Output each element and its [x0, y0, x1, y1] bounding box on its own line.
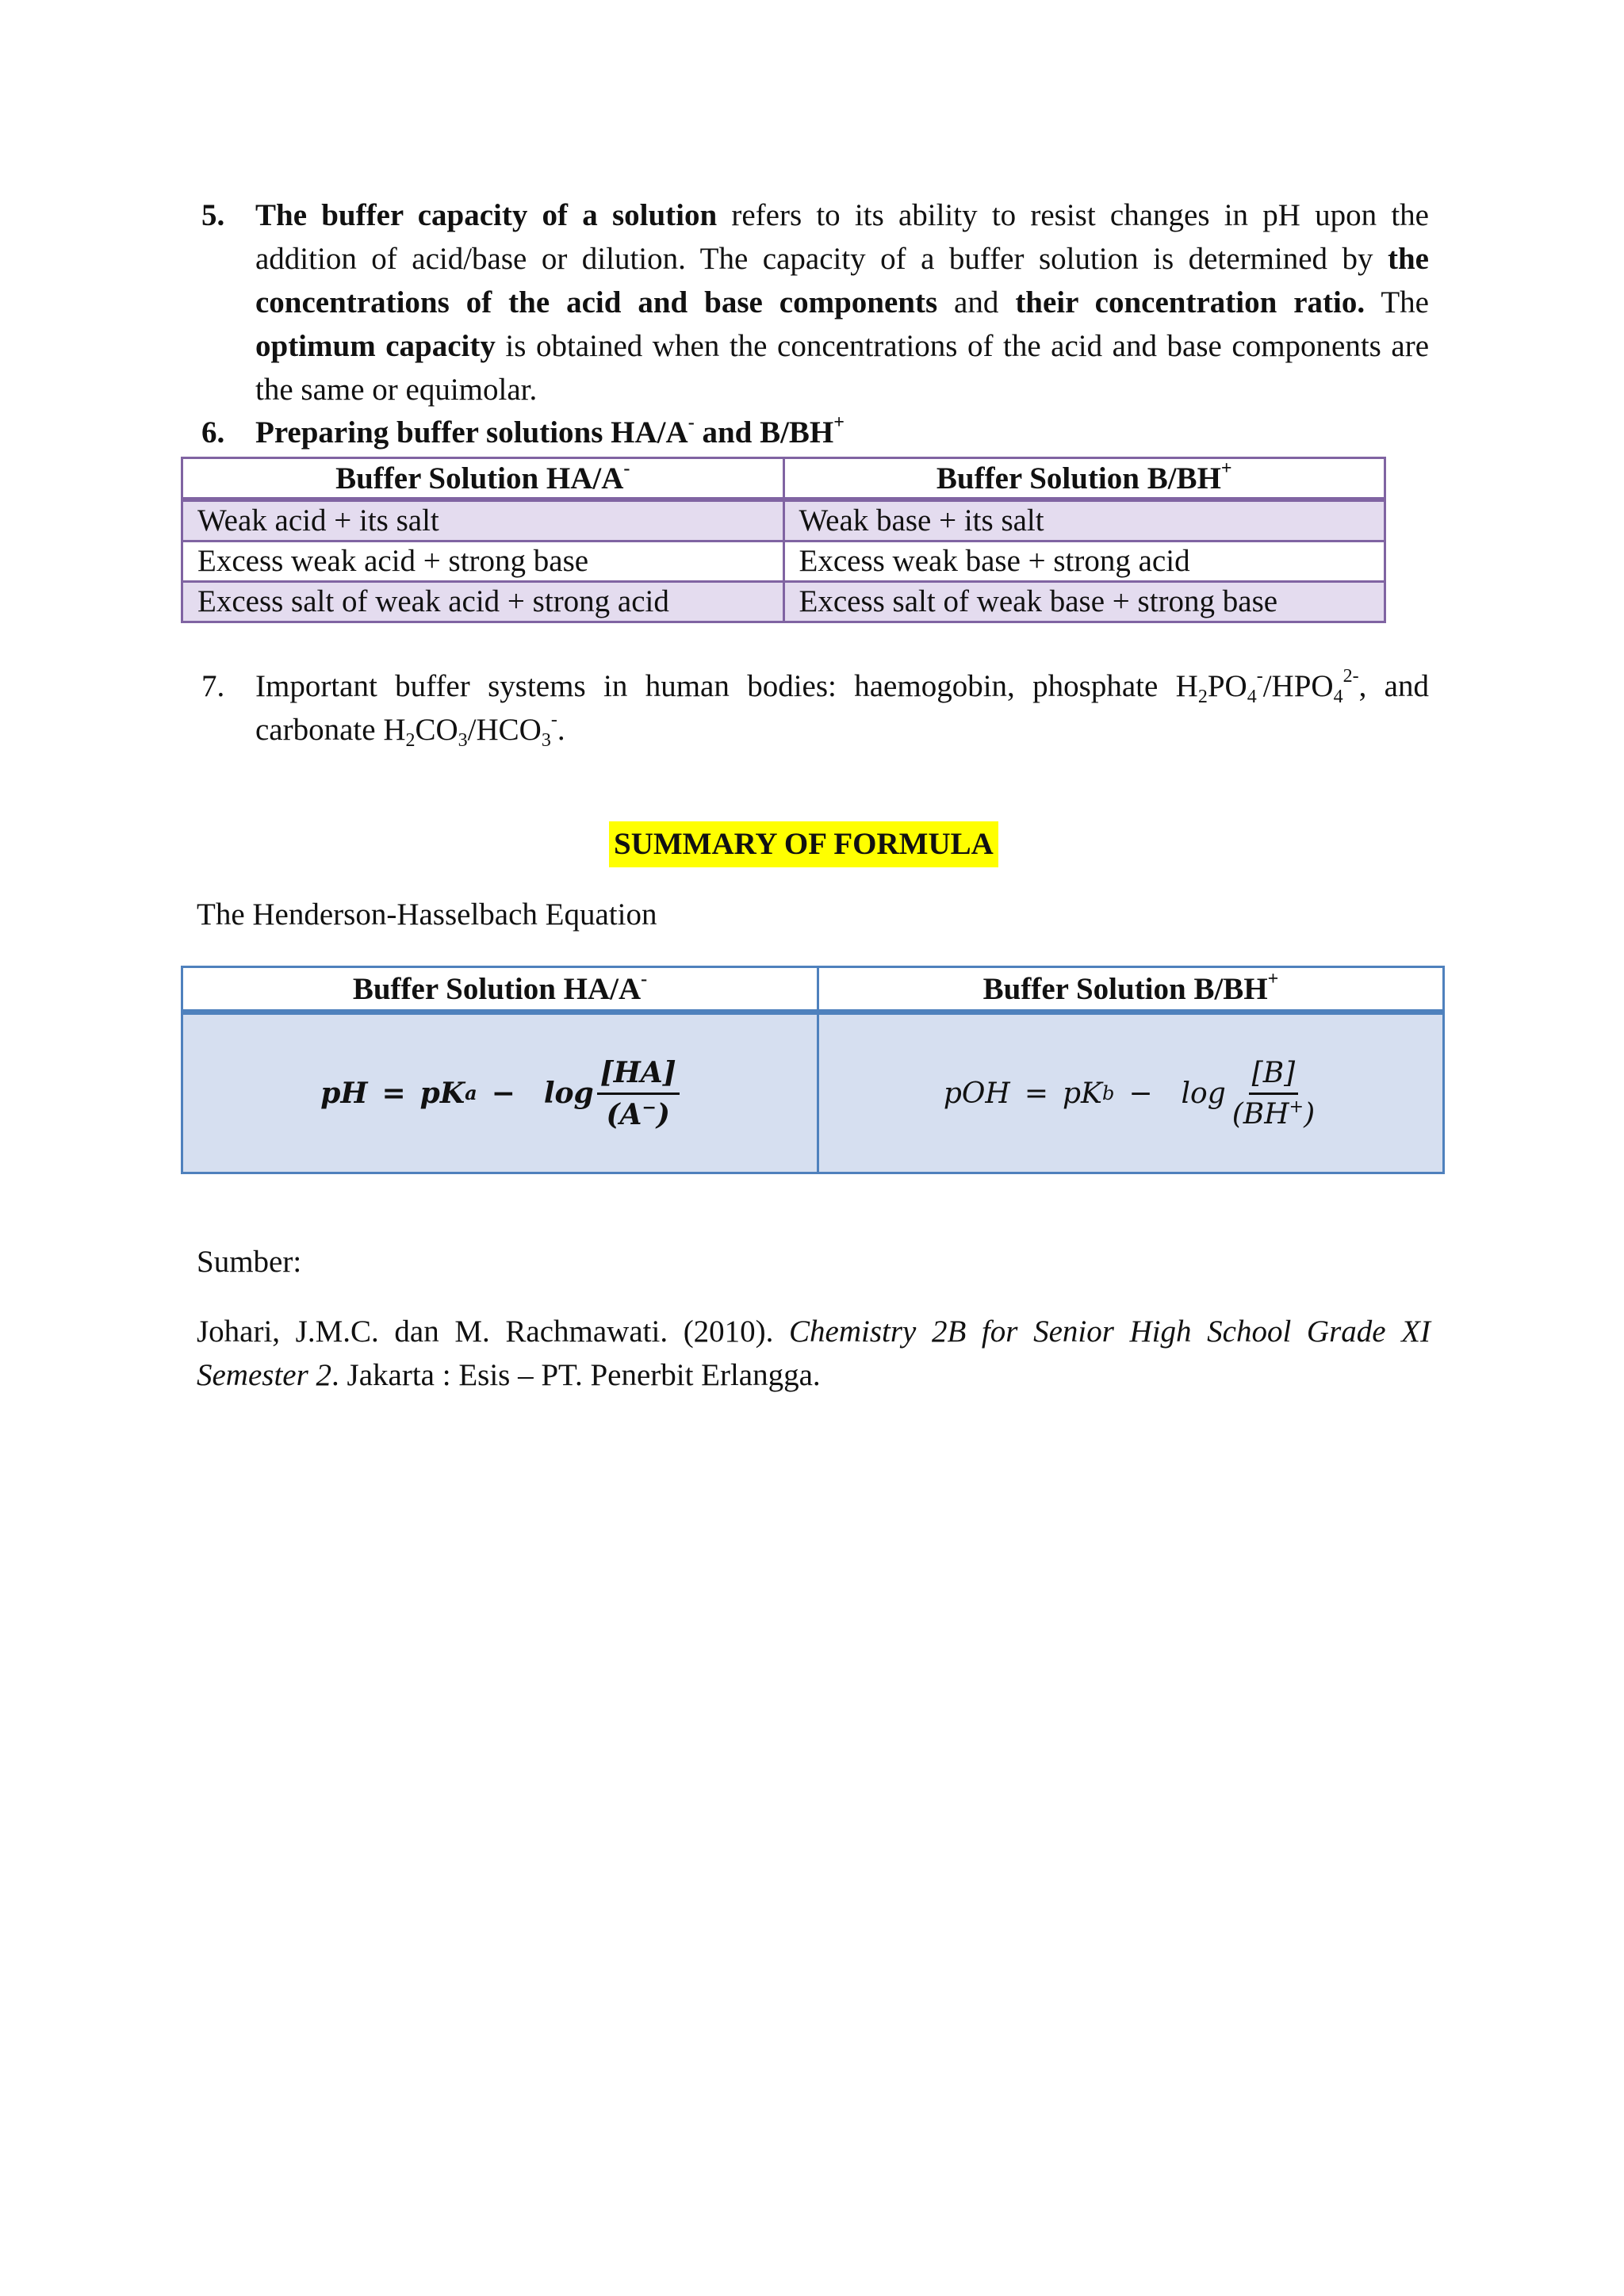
table-header-row	[182, 458, 1385, 500]
table-header: Buffer Solution HA/A-	[182, 967, 818, 1012]
table-row	[182, 1012, 1444, 1173]
table-cell: Excess weak acid + strong base	[182, 541, 784, 582]
table-cell: Excess salt of weak acid + strong acid	[182, 582, 784, 622]
summary-heading: SUMMARY OF FORMULA	[609, 821, 998, 867]
table-cell: Weak base + its salt	[783, 499, 1385, 541]
source-label: Sumber:	[197, 1245, 302, 1279]
table-cell: Excess weak base + strong acid	[783, 541, 1385, 582]
table-header: Buffer Solution B/BH+	[783, 458, 1385, 500]
formula-table	[181, 966, 1445, 1174]
buffer-preparation-table	[181, 457, 1386, 623]
list-item-7: 7. Important buffer systems in human bodies: haemogobin, phosphate $H_2PO_4^-/HPO_4^{2-}$, and carbonate $H_2CO_3/HCO_3^-$.	[201, 666, 1429, 751]
table-cell: Weak acid + its salt	[182, 499, 784, 541]
item-number: 6.	[201, 415, 225, 450]
table-row	[182, 582, 1385, 622]
section-title: Preparing buffer solutions HA/A- and B/BH+	[255, 412, 845, 450]
item-number: 5.	[201, 198, 225, 232]
list-item-5: 5. The buffer capacity of a solution refers to its ability to resist changes in pH upon the addition of acid/base or dilution. The capacity of a buffer solution is determined by the concentrations of the acid and base components and their concentration ratio. The optimum capacity is obtained when the concentrations of the acid and base components are the same or equimolar.	[255, 193, 1429, 411]
table-header: Buffer Solution B/BH+	[818, 967, 1444, 1012]
table-cell: Excess salt of weak base + strong base	[783, 582, 1385, 622]
henderson-hasselbach-base: pOH = pK b − log $\frac{[B]}{(BH^+)}$	[943, 1056, 1316, 1131]
table-row	[182, 541, 1385, 582]
item-number: 7.	[201, 669, 225, 703]
equation-label: The Henderson-Hasselbach Equation	[197, 897, 657, 932]
henderson-hasselbach-acid: pH = pK a − log $\frac{[HA]}{(A^-)}$	[320, 1056, 679, 1131]
bold-term: The buffer capacity of a solution	[255, 198, 718, 232]
table-header-row	[182, 967, 1444, 1012]
table-header: Buffer Solution HA/A-	[182, 458, 784, 500]
table-row	[182, 499, 1385, 541]
acid-buffer-formula	[182, 1012, 818, 1173]
list-item-6	[201, 411, 1429, 454]
reference: Johari, J.M.C. dan M. Rachmawati. (2010). Chemistry 2B for Senior High School Grade XI Semester 2. Jakarta : Esis – PT. Penerbit Erlangga.	[197, 1314, 1431, 1392]
base-buffer-formula	[818, 1012, 1444, 1173]
